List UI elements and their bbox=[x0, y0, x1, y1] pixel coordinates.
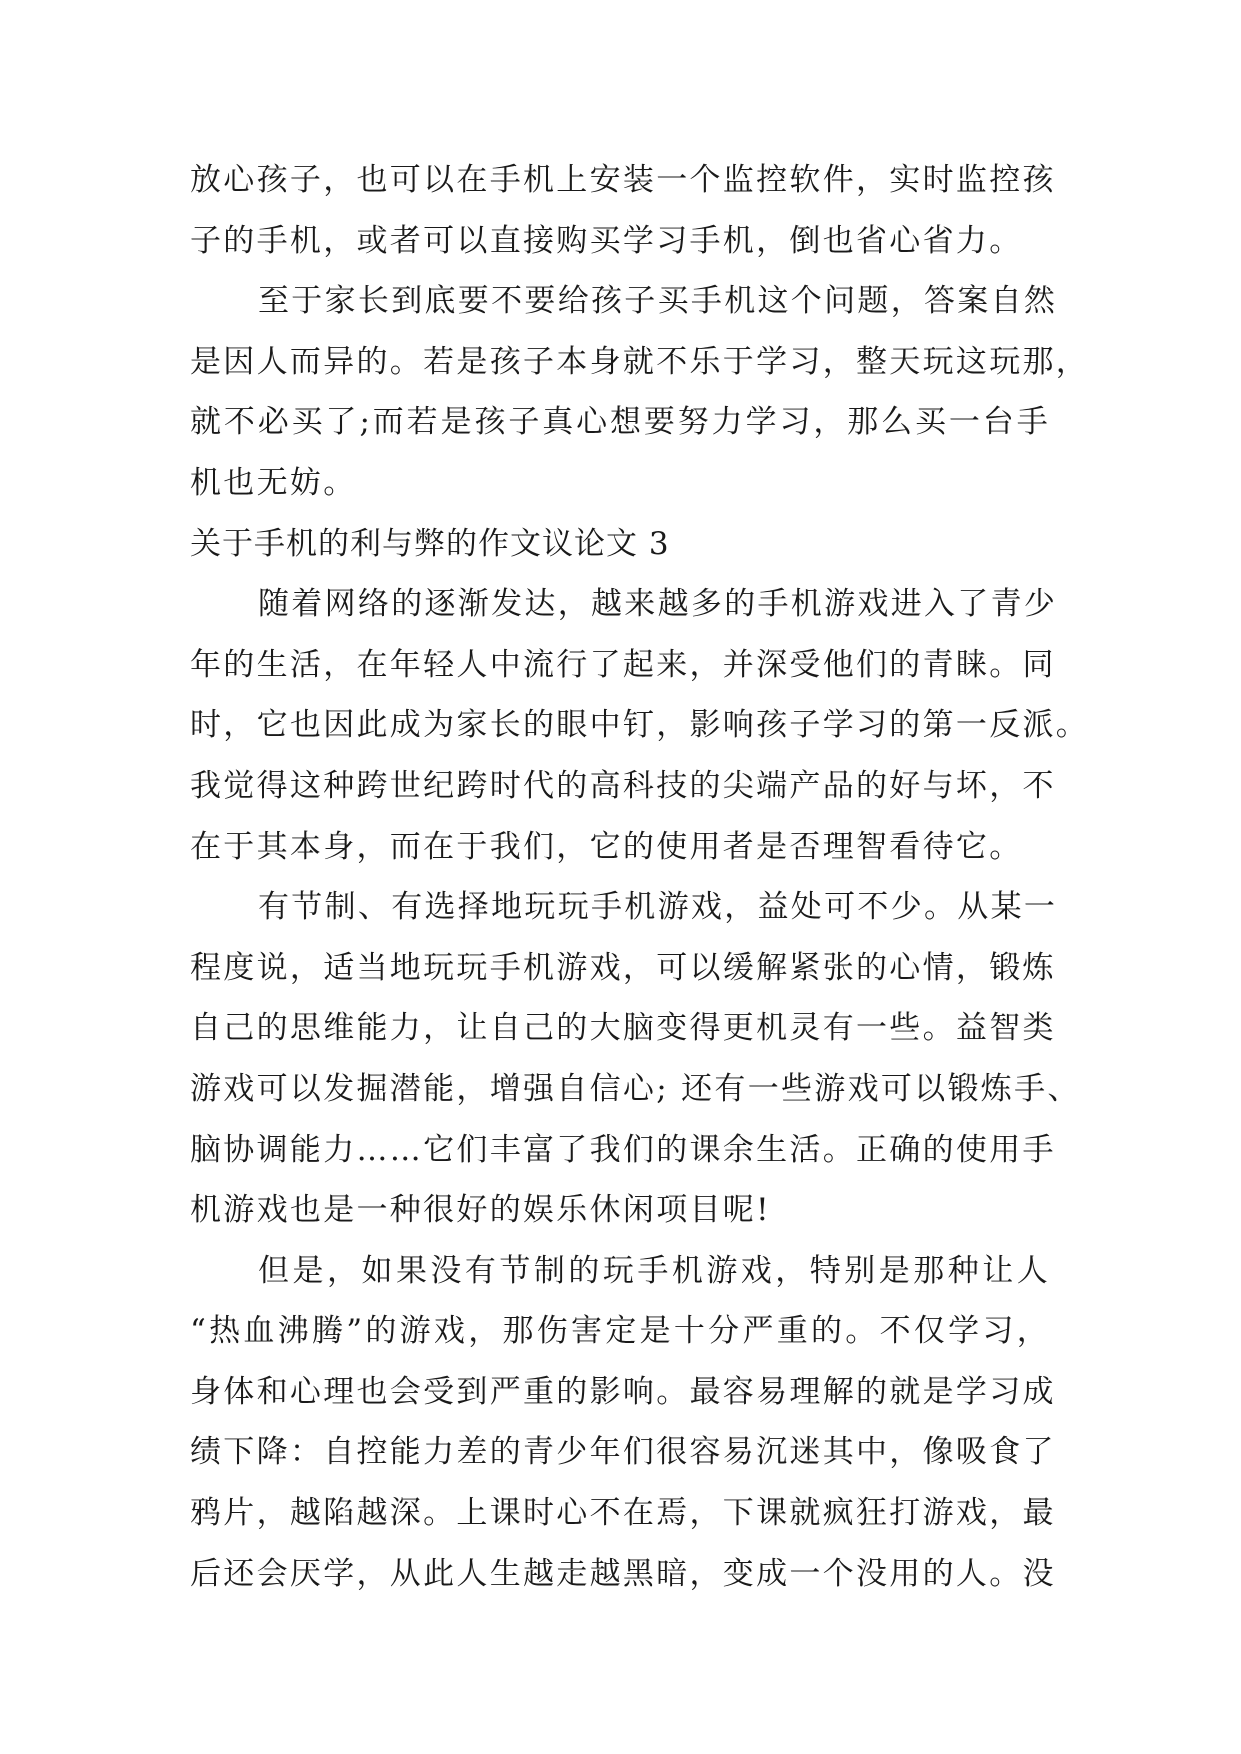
text-line: 年的生活，在年轻人中流行了起来，并深受他们的青睐。同 bbox=[190, 646, 1056, 683]
text-line: 游戏可以发掘潜能，增强自信心; 还有一些游戏可以锻炼手、 bbox=[190, 1070, 1081, 1107]
text-line: 鸦片，越陷越深。上课时心不在焉，下课就疯狂打游戏，最 bbox=[190, 1495, 1056, 1532]
paragraph-start-line: 有节制、有选择地玩玩手机游戏，益处可不少。从某一 bbox=[258, 889, 1058, 926]
text-line: 身体和心理也会受到严重的影响。最容易理解的就是学习成 bbox=[190, 1373, 1056, 1410]
text-line: 子的手机，或者可以直接购买学习手机，倒也省心省力。 bbox=[190, 222, 1023, 259]
text-line: 在于其本身，而在于我们，它的使用者是否理智看待它。 bbox=[190, 828, 1023, 865]
text-line: 放心孩子，也可以在手机上安装一个监控软件，实时监控孩 bbox=[190, 162, 1056, 198]
text-line: 就不必买了;而若是孩子真心想要努力学习，那么买一台手 bbox=[190, 404, 1050, 441]
text-line: 后还会厌学，从此人生越走越黑暗，变成一个没用的人。没 bbox=[190, 1555, 1056, 1592]
article-body bbox=[190, 150, 1090, 1604]
paragraph-start-line: 随着网络的逐渐发达，越来越多的手机游戏进入了青少 bbox=[258, 586, 1058, 623]
section-heading: 关于手机的利与弊的作文议论文 3 bbox=[190, 525, 670, 562]
text-line: “热血沸腾”的游戏，那伤害定是十分严重的。不仅学习， bbox=[190, 1313, 1050, 1350]
text-line: 绩下降：自控能力差的青少年们很容易沉迷其中，像吸食了 bbox=[190, 1434, 1056, 1471]
text-line: 我觉得这种跨世纪跨时代的高科技的尖端产品的好与坏，不 bbox=[190, 767, 1056, 804]
text-line: 程度说，适当地玩玩手机游戏，可以缓解紧张的心情，锻炼 bbox=[190, 949, 1056, 986]
text-line: 是因人而异的。若是孩子本身就不乐于学习，整天玩这玩那， bbox=[190, 343, 1090, 380]
text-line: 机也无妨。 bbox=[190, 464, 357, 501]
text-line: 时，它也因此成为家长的眼中钉，影响孩子学习的第一反派。 bbox=[190, 707, 1090, 744]
text-line: 机游戏也是一种很好的娱乐休闲项目呢! bbox=[190, 1192, 771, 1229]
paragraph-start-line: 至于家长到底要不要给孩子买手机这个问题，答案自然 bbox=[258, 283, 1058, 320]
text-line: 脑协调能力……它们丰富了我们的课余生活。正确的使用手 bbox=[190, 1131, 1056, 1168]
text-line: 自己的思维能力，让自己的大脑变得更机灵有一些。益智类 bbox=[190, 1010, 1056, 1047]
paragraph-start-line: 但是，如果没有节制的玩手机游戏，特别是那种让人 bbox=[258, 1252, 1050, 1289]
